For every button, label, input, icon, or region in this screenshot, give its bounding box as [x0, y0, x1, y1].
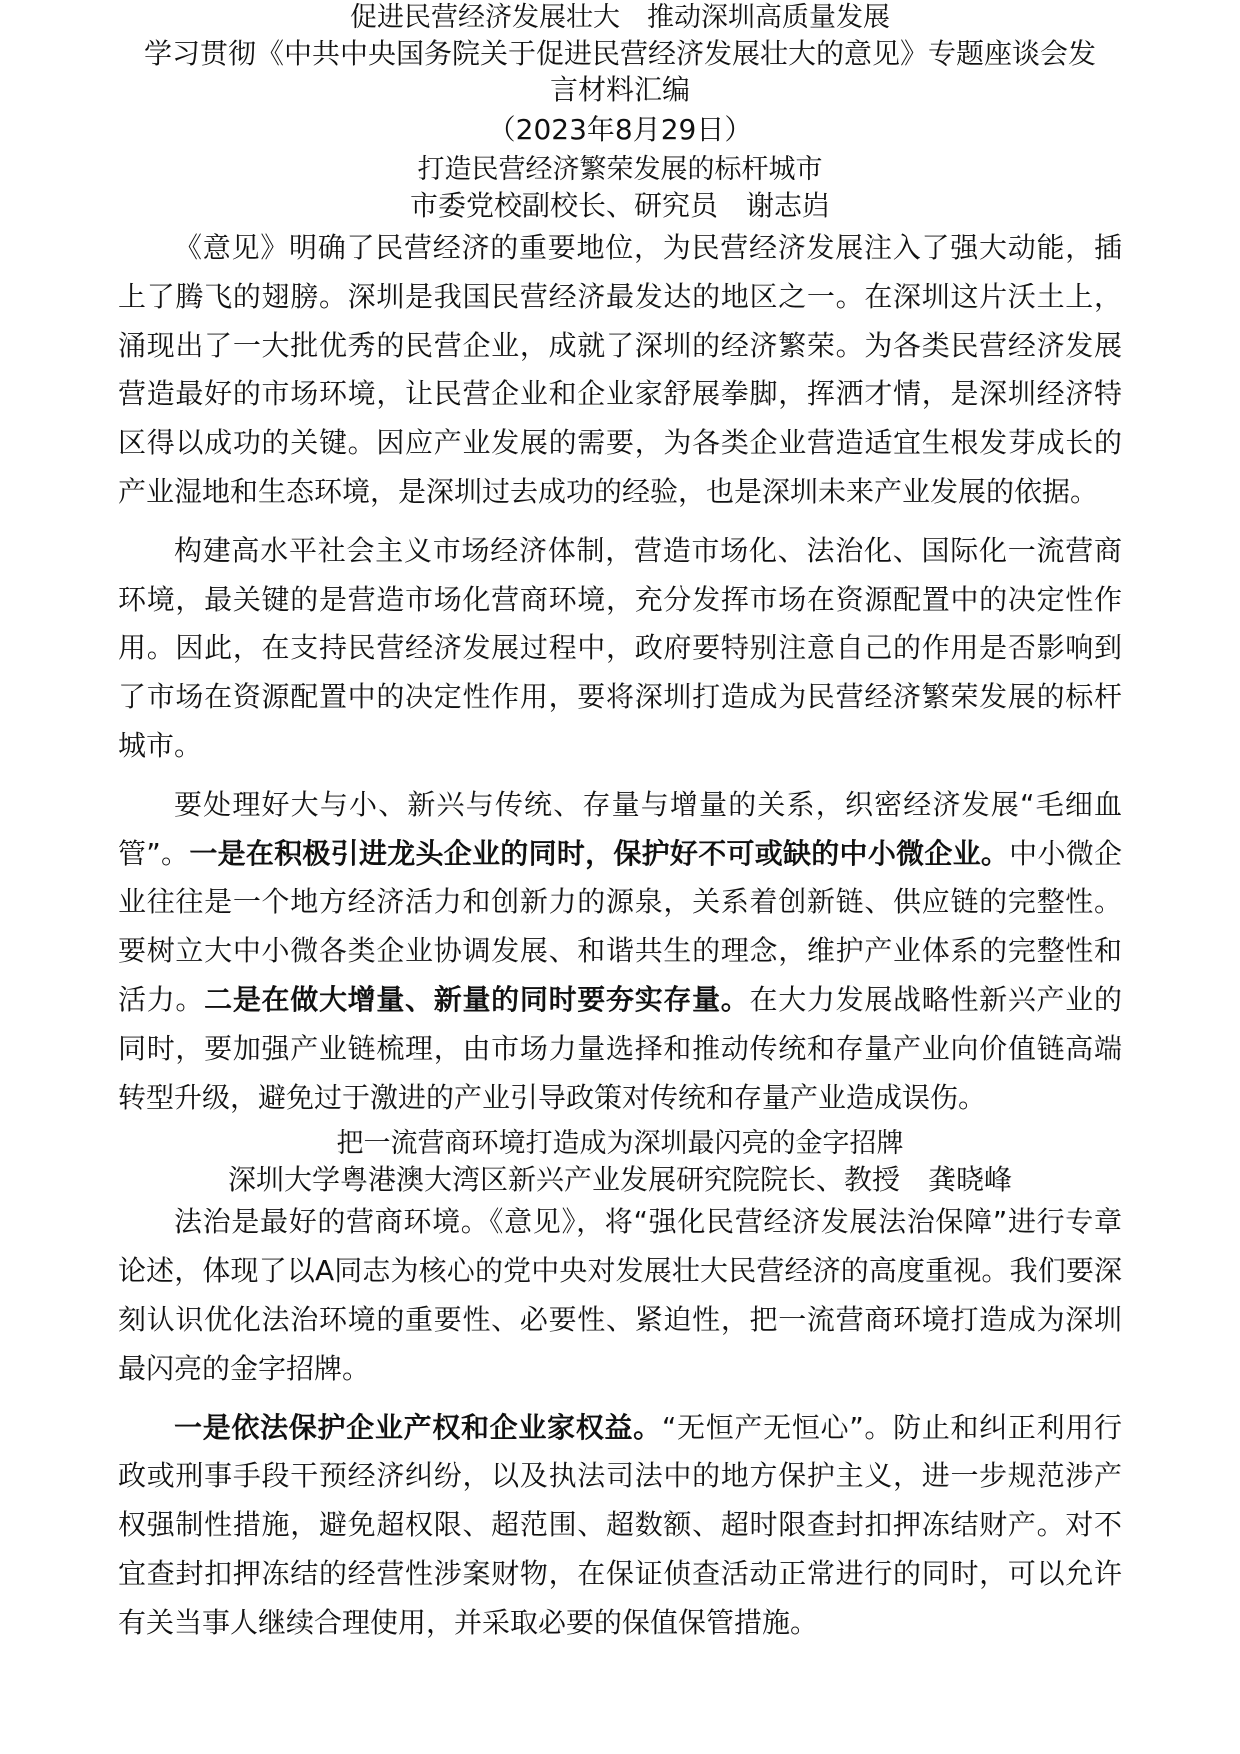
- document-date: （2023年8月29日）: [487, 113, 753, 146]
- section-2-author: 深圳大学粤港澳大湾区新兴产业发展研究院院长、教授 龚晓峰: [227, 1163, 1012, 1197]
- paragraph-text: “无恒产无恒心”。防止和纠正利用行政或刑事手段干预经济纠纷，以及执法司法中的地方保护主义，进一步规范涉产权强制性措施，避免超权限、超范围、超数额、超时限查封扣押冻结财产。对不宜查封扣押冻结的经营性涉案财物，在保证侦查活动正常进行的同时，可以允许有关当事人继续合理使用，并采取必要的保值保管措施。: [118, 1410, 1122, 1639]
- section-2-title: 把一流营商环境打造成为深圳最闪亮的金字招牌: [336, 1128, 904, 1160]
- document-title-line-2: 言材料汇编: [549, 73, 690, 106]
- section-2-paragraph-2: [118, 1404, 1122, 1648]
- top-title: 促进民营经济发展壮大 推动深圳高质量发展: [350, 2, 890, 33]
- section-1-paragraph-3: [118, 781, 1122, 1123]
- section-1-author: 市委党校副校长、研究员 谢志岿: [409, 189, 830, 222]
- section-1-paragraph-1: 《意见》明确了民营经济的重要地位，为民营经济发展注入了强大动能，插上了腾飞的翅膀。深圳是我国民营经济最发达的地区之一。在深圳这片沃土上，涌现出了一大批优秀的民营企业，成就了深圳的经济繁荣。为各类民营经济发展营造最好的市场环境，让民营企业和企业家舒展拳脚，挥洒才情，是深圳经济特区得以成功的关键。因应产业发展的需要，为各类企业营造适宜生根发芽成长的产业湿地和生态环境，是深圳过去成功的经验，也是深圳未来产业发展的依据。: [118, 231, 1122, 508]
- paragraph-text: 要处理好大与小、新兴与传统、存量与增量的关系，织密经济发展“毛细血管”。: [118, 787, 1122, 870]
- key-point-1: 一是在积极引进龙头企业的同时，保护好不可或缺的中小微企业。: [189, 836, 1010, 870]
- key-point-2: 二是在做大增量、新量的同时要夯实存量。: [204, 982, 750, 1016]
- section-1-title: 打造民营经济繁荣发展的标杆城市: [417, 154, 823, 185]
- section-2-paragraph-1: 法治是最好的营商环境。《意见》，将“强化民营经济发展法治保障”进行专章论述，体现了以A同志为核心的党中央对发展壮大民营经济的高度重视。我们要深刻认识优化法治环境的重要性、必要性、紧迫性，把一流营商环境打造成为深圳最闪亮的金字招牌。: [118, 1205, 1122, 1385]
- document-page: [118, 0, 1122, 1648]
- key-point-3: 一是依法保护企业产权和企业家权益。: [174, 1410, 662, 1444]
- paragraph-text: 在大力发展战略性新兴产业的同时，要加强产业链梳理，由市场力量选择和推动传统和存量产业向价值链高端转型升级，避免过于激进的产业引导政策对传统和存量产业造成误伤。: [118, 982, 1122, 1114]
- document-title-line-1: 学习贯彻《中共中央国务院关于促进民营经济发展壮大的意见》专题座谈会发: [143, 37, 1096, 70]
- section-1-paragraph-2: 构建高水平社会主义市场经济体制，营造市场化、法治化、国际化一流营商环境，最关键的是营造市场化营商环境，充分发挥市场在资源配置中的决定性作用。因此，在支持民营经济发展过程中，政府要特别注意自己的作用是否影响到了市场在资源配置中的决定性作用，要将深圳打造成为民营经济繁荣发展的标杆城市。: [118, 533, 1122, 762]
- paragraph-text: 中小微企业往往是一个地方经济活力和创新力的源泉，关系着创新链、供应链的完整性。要树立大中小微各类企业协调发展、和谐共生的理念，维护产业体系的完整性和活力。: [118, 836, 1122, 1016]
